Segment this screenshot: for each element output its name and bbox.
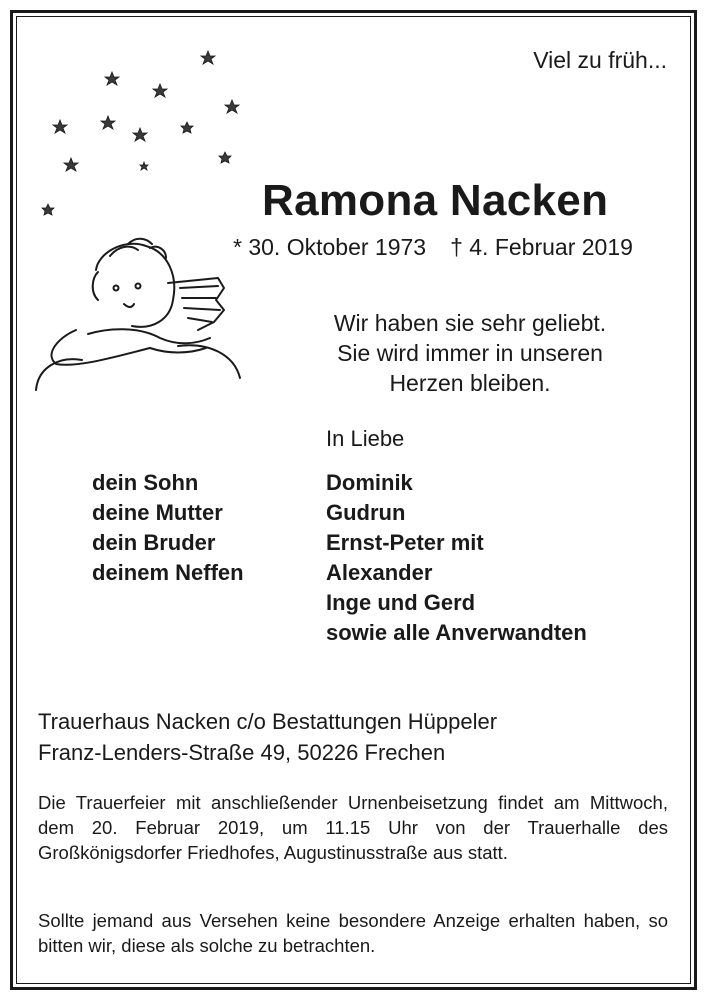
star-icon — [181, 122, 193, 133]
deceased-name: Ramona Nacken — [262, 176, 609, 225]
relation-label: dein Sohn — [92, 470, 199, 495]
relation-label: dein Bruder — [92, 530, 216, 555]
mourner-name: Ernst-Peter mit — [326, 530, 484, 555]
quote-line: Sie wird immer in unseren — [337, 340, 603, 366]
address-line: Trauerhaus Nacken c/o Bestattungen Hüppeler — [38, 709, 498, 734]
birth-date: * 30. Oktober 1973 — [233, 234, 427, 260]
mourning-house-address — [38, 706, 497, 768]
mourner-name: Alexander — [326, 560, 433, 585]
angel-with-stars-icon — [28, 38, 258, 398]
motto: Viel zu früh... — [533, 47, 667, 73]
star-icon — [133, 128, 147, 141]
star-icon — [225, 100, 239, 113]
mourners-list — [326, 468, 587, 648]
star-icon — [153, 84, 167, 97]
mourner-name: Gudrun — [326, 500, 406, 525]
relations-list — [92, 468, 244, 588]
star-icon — [105, 72, 119, 85]
mourner-name: Inge und Gerd — [326, 590, 476, 615]
star-icon — [140, 162, 148, 170]
star-icon — [101, 116, 115, 129]
in-love-heading: In Liebe — [326, 426, 405, 451]
death-date: † 4. Februar 2019 — [450, 234, 633, 260]
mourner-name: Dominik — [326, 470, 413, 495]
star-icon — [64, 158, 78, 171]
star-icon — [219, 152, 231, 163]
quote-line: Herzen bleiben. — [389, 370, 551, 396]
memorial-quote — [300, 308, 640, 398]
star-icon — [53, 120, 67, 133]
notice-paragraph: Sollte jemand aus Versehen keine besondere Anzeige erhalten haben, so bitten wir, diese als solche zu betrachten. — [38, 910, 668, 956]
relation-label: deinem Neffen — [92, 560, 244, 585]
ceremony-paragraph: Die Trauerfeier mit anschließender Urnenbeisetzung findet am Mittwoch, dem 20. Februar 2019, um 11.15 Uhr von der Trauerhalle des Großkönigsdorfer Friedhofes, Augustinusstraße aus statt. — [38, 792, 668, 863]
mourner-name: sowie alle Anverwandten — [326, 620, 587, 645]
relation-label: deine Mutter — [92, 500, 223, 525]
star-icon — [201, 51, 215, 64]
address-line: Franz-Lenders-Straße 49, 50226 Frechen — [38, 740, 446, 765]
star-icon — [42, 204, 54, 215]
quote-line: Wir haben sie sehr geliebt. — [333, 310, 607, 336]
life-dates — [233, 234, 663, 261]
